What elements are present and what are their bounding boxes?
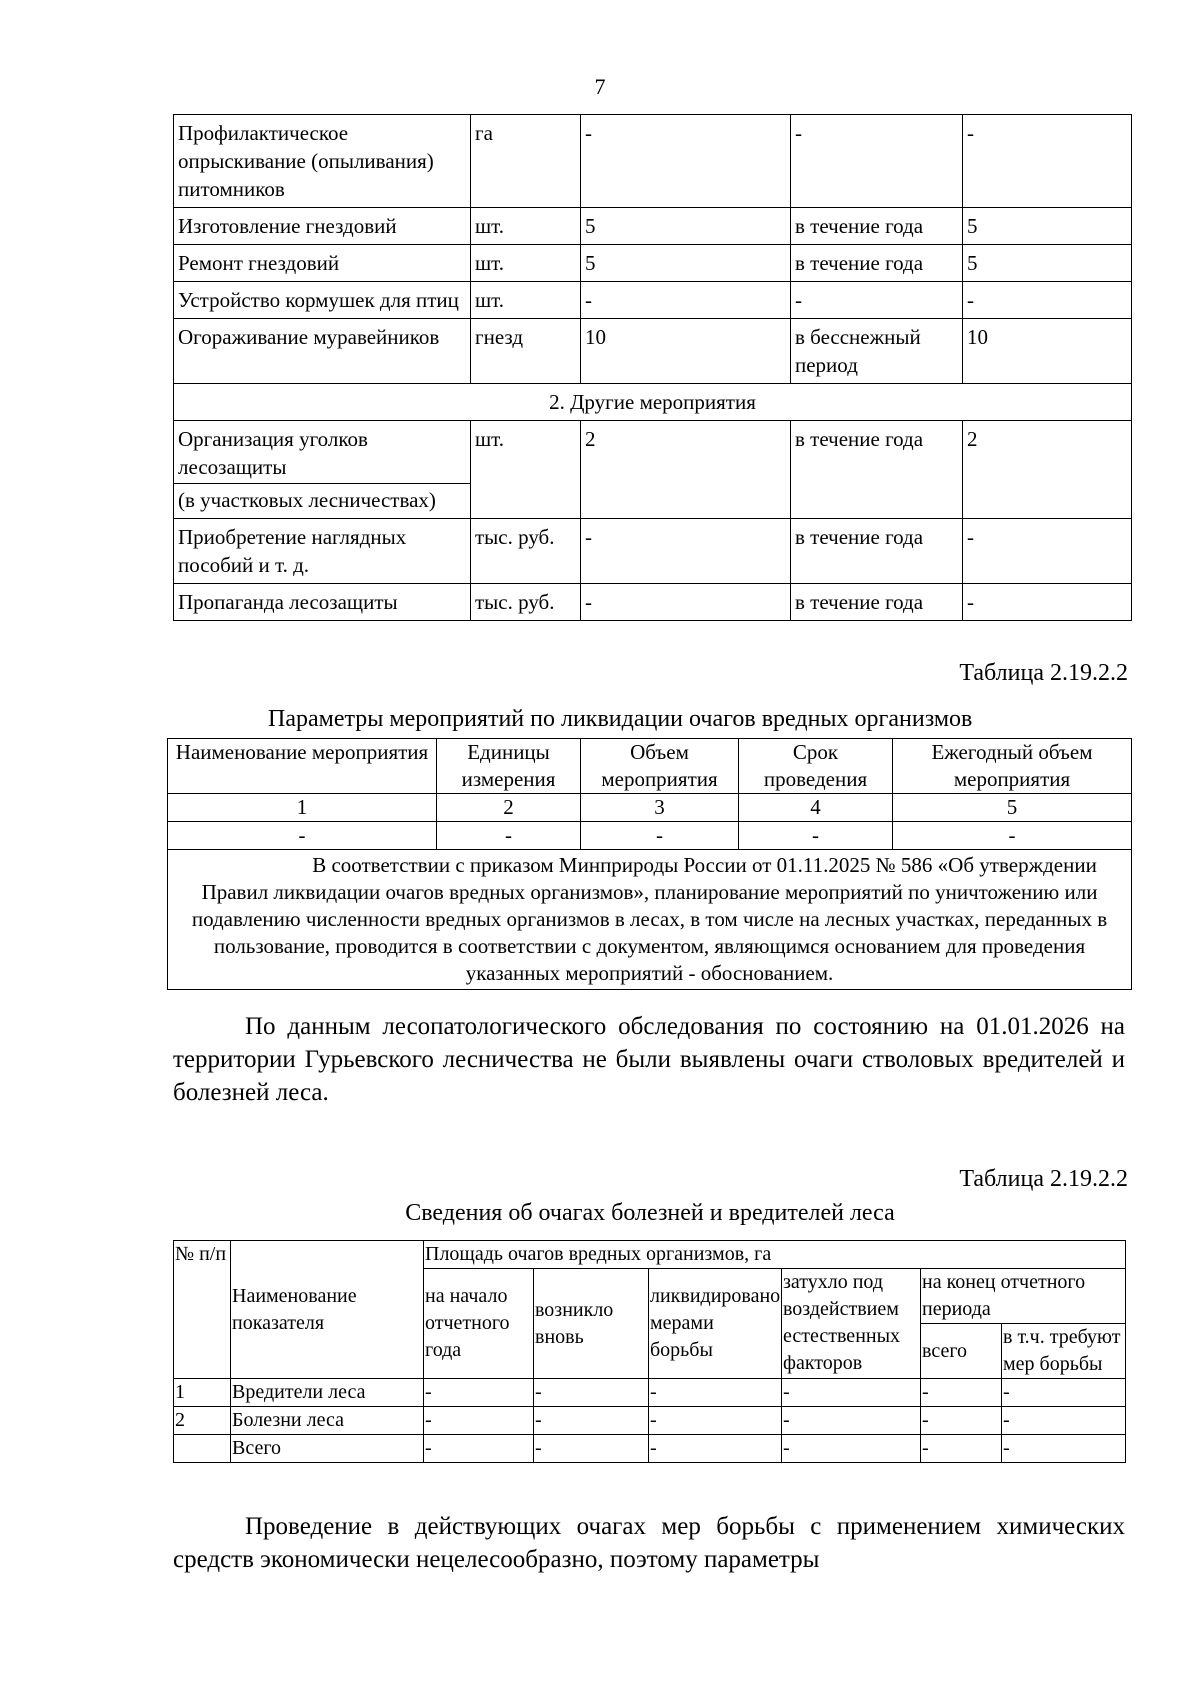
measure-name [174, 421, 471, 519]
measure-name-sub: (в участковых лесничествах) [178, 488, 436, 512]
header-requiring: в т.ч. требуют мер борьбы [1002, 1324, 1126, 1379]
measure-annual: - [963, 584, 1132, 621]
measure-volume: - [581, 115, 791, 208]
table-row [174, 1435, 1126, 1463]
measure-volume: - [581, 282, 791, 319]
section-row [174, 384, 1132, 421]
header-area: Площадь очагов вредных организмов, га [424, 1241, 1126, 1269]
table-cell: - [1002, 1407, 1126, 1435]
measure-unit: тыс. руб. [471, 584, 581, 621]
measure-annual: - [963, 282, 1132, 319]
header-new: возникло вновь [534, 1269, 649, 1379]
paragraph-survey [173, 1010, 1125, 1109]
table-cell: - [534, 1435, 649, 1463]
measure-volume: - [581, 519, 791, 584]
section-title: 2. Другие мероприятия [174, 384, 1132, 421]
table-cell: - [1002, 1435, 1126, 1463]
table-cell: - [739, 822, 893, 850]
table-cell: - [534, 1407, 649, 1435]
table-cell: - [424, 1435, 534, 1463]
measure-annual: - [963, 115, 1132, 208]
measure-unit: шт. [471, 245, 581, 282]
measure-annual: 5 [963, 245, 1132, 282]
measure-name-main: Организация уголков лесозащиты [174, 425, 470, 484]
header-num: № п/п [174, 1241, 231, 1379]
note-row [168, 850, 1132, 990]
row-name: Вредители леса [231, 1379, 424, 1407]
table-cell: - [534, 1379, 649, 1407]
table-cell: - [921, 1407, 1002, 1435]
measure-period: - [791, 115, 963, 208]
table-row [174, 1407, 1126, 1435]
header-name: Наименование показателя [231, 1241, 424, 1379]
table-cell: - [921, 1379, 1002, 1407]
table-header-row [168, 739, 1132, 794]
measure-period: в течение года [791, 584, 963, 621]
table2-label: Таблица 2.19.2.2 [959, 660, 1128, 686]
measure-period: в течение года [791, 519, 963, 584]
table-forest-protection-measures [173, 114, 1132, 621]
measure-volume: - [581, 584, 791, 621]
header-cell: Ежегодный объем мероприятия [893, 739, 1132, 794]
row-name: Всего [231, 1435, 424, 1463]
table-cell: - [893, 822, 1132, 850]
measure-unit: шт. [471, 282, 581, 319]
header-liquidated: ликвидировано мерами борьбы [649, 1269, 782, 1379]
table-header-row [174, 1241, 1126, 1269]
measure-period: в течение года [791, 208, 963, 245]
row-num: 1 [174, 1379, 231, 1407]
table-cell: - [921, 1435, 1002, 1463]
measure-name: Пропаганда лесозащиты [174, 584, 471, 621]
table-row [174, 282, 1132, 319]
measure-annual: 10 [963, 319, 1132, 384]
table-row [174, 519, 1132, 584]
measure-name: Устройство кормушек для птиц [174, 282, 471, 319]
measure-volume: 2 [581, 421, 791, 519]
measure-volume: 5 [581, 245, 791, 282]
header-start: на начало отчетного года [424, 1269, 534, 1379]
row-num: 2 [174, 1407, 231, 1435]
header-cell: Наименование мероприятия [168, 739, 437, 794]
column-number: 3 [581, 794, 739, 822]
table3-label: Таблица 2.19.2.2 [959, 1166, 1128, 1192]
column-number: 5 [893, 794, 1132, 822]
table-cell: - [424, 1379, 534, 1407]
table3-title: Сведения об очагах болезней и вредителей леса [405, 1200, 895, 1226]
column-number: 2 [437, 794, 581, 822]
measure-unit: га [471, 115, 581, 208]
table-cell: - [649, 1379, 782, 1407]
measure-name: Изготовление гнездовий [174, 208, 471, 245]
paragraph-survey-text: По данным лесопатологического обследования по состоянию на 01.01.2026 на территории Гурьевского лесничества не были выявлены очаги стволовых вредителей и болезней леса. [173, 1013, 1125, 1106]
table-cell: - [1002, 1379, 1126, 1407]
header-faded: затухло под воздействием естественных факторов [782, 1269, 921, 1379]
measure-unit: тыс. руб. [471, 519, 581, 584]
table-row [174, 319, 1132, 384]
measure-period: в течение года [791, 245, 963, 282]
measure-unit: шт. [471, 208, 581, 245]
measure-name: Профилактическое опрыскивание (опыливания) питомников [174, 115, 471, 208]
table-row [174, 245, 1132, 282]
table-liquidation-parameters [167, 738, 1132, 990]
row-num [174, 1435, 231, 1463]
table-row [174, 115, 1132, 208]
table2-note [168, 850, 1132, 990]
table-cell: - [782, 1407, 921, 1435]
table-cell: - [168, 822, 437, 850]
table-cell: - [782, 1435, 921, 1463]
row-name: Болезни леса [231, 1407, 424, 1435]
table-row [174, 421, 1132, 519]
table2-title: Параметры мероприятий по ликвидации очагов вредных организмов [268, 706, 973, 732]
measure-period: - [791, 282, 963, 319]
measure-annual: - [963, 519, 1132, 584]
paragraph-chemical [173, 1510, 1125, 1576]
column-number: 4 [739, 794, 893, 822]
header-cell: Объем мероприятия [581, 739, 739, 794]
measure-name: Ремонт гнездовий [174, 245, 471, 282]
measure-volume: 5 [581, 208, 791, 245]
table-pest-foci [173, 1240, 1126, 1463]
table-row [174, 1379, 1126, 1407]
table-cell: - [437, 822, 581, 850]
column-number: 1 [168, 794, 437, 822]
paragraph-chemical-text: Проведение в действующих очагах мер борьбы с применением химических средств экономически нецелесообразно, поэтому параметры [173, 1513, 1125, 1573]
table2-note-text: В соответствии с приказом Минприроды России от 01.11.2025 № 586 «Об утверждении Правил ликвидации очагов вредных организмов», планирование мероприятий по уничтожению или подавлению численности вредных организмов в лесах, в том числе на лесных участках, переданных в пользование, проводится в соответствии с документом, являющимся основанием для проведения указанных мероприятий - обоснованием. [191, 853, 1108, 985]
table-row [168, 822, 1132, 850]
table-row [174, 584, 1132, 621]
measure-unit: гнезд [471, 319, 581, 384]
table-cell: - [581, 822, 739, 850]
column-number-row [168, 794, 1132, 822]
measure-unit: шт. [471, 421, 581, 519]
header-end: на конец отчетного периода [921, 1269, 1126, 1324]
measure-volume: 10 [581, 319, 791, 384]
page-number: 7 [594, 74, 606, 99]
measure-period: в течение года [791, 421, 963, 519]
measure-name: Огораживание муравейников [174, 319, 471, 384]
table-row [174, 208, 1132, 245]
table-cell: - [424, 1407, 534, 1435]
measure-name: Приобретение наглядных пособий и т. д. [174, 519, 471, 584]
header-cell: Срок проведения [739, 739, 893, 794]
table-cell: - [782, 1379, 921, 1407]
measure-annual: 5 [963, 208, 1132, 245]
header-total: всего [921, 1324, 1002, 1379]
table-cell: - [649, 1407, 782, 1435]
header-cell: Единицы измерения [437, 739, 581, 794]
table-cell: - [649, 1435, 782, 1463]
measure-period: в бесснежный период [791, 319, 963, 384]
measure-annual: 2 [963, 421, 1132, 519]
